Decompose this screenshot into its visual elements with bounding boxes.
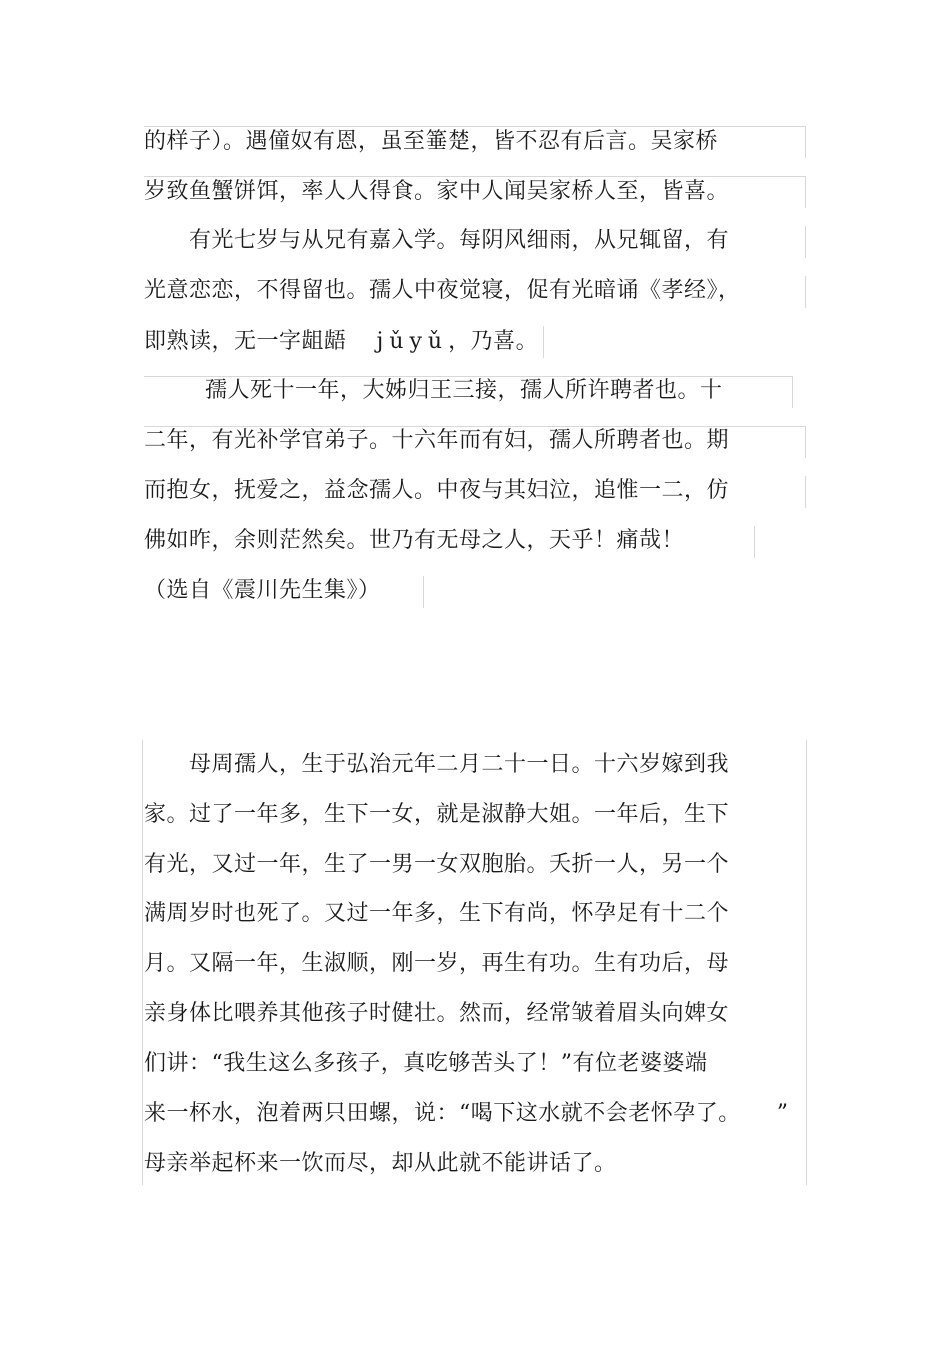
frame-rule [806, 740, 807, 1185]
classical-line: 岁致鱼蟹饼饵，率人人得食。家中人闻吴家桥人至，皆喜。 [144, 179, 730, 204]
classical-line: 佛如昨，余则茫然矣。世乃有无母之人，天乎！痛哉！ [144, 528, 685, 553]
translation-line-with-quote [144, 1099, 789, 1129]
frame-rule [805, 426, 806, 458]
frame-rule [805, 226, 806, 258]
frame-rule [805, 126, 806, 158]
frame-rule [754, 526, 755, 558]
translation-line: 们讲：“我生这么多孩子，真吃够苦头了！”有位老婆婆端 [144, 1051, 708, 1076]
translation-line: 有光，又过一年，生了一男一女双胞胎。夭折一人，另一个 [144, 852, 730, 877]
classical-line: 而抱女，抚爱之，益念孺人。中夜与其妇泣，追惟一二，仿 [144, 478, 730, 503]
classical-line-tail: ，乃喜。 [448, 329, 539, 354]
frame-rule [805, 276, 806, 308]
translation-line: 家。过了一年多，生下一女，就是淑静大姐。一年后，生下 [144, 802, 730, 827]
frame-rule [805, 176, 806, 208]
translation-line: 亲身体比喂养其他孩子时健壮。然而，经常皱着眉头向婢女 [144, 1001, 730, 1026]
translation-line: 满周岁时也死了。又过一年多，生下有尚，怀孕足有十二个 [144, 901, 730, 926]
translation-line: 母亲举起杯来一饮而尽，却从此就不能讲话了。 [144, 1151, 617, 1176]
classical-line: 孺人死十一年，大姊归王三接，孺人所许聘者也。十 [160, 378, 723, 403]
frame-rule [543, 326, 544, 358]
source-citation: （选自《震川先生集》） [144, 578, 381, 603]
translation-line: 月。又隔一年，生淑顺，刚一岁，再生有功。生有功后，母 [144, 951, 730, 976]
translation-line-text: 来一杯水，泡着两只田螺，说：“喝下这水就不会老怀孕了。 [144, 1101, 741, 1126]
frame-rule [805, 476, 806, 508]
classical-line: 光意恋恋，不得留也。孺人中夜觉寝，促有光暗诵《孝经》， [144, 278, 741, 303]
classical-line-with-pinyin [144, 327, 538, 357]
frame-rule [423, 576, 424, 608]
translation-line: 母周孺人，生于弘治元年二月二十一日。十六岁嫁到我 [144, 752, 730, 777]
classical-line-text: 即熟读，无一字龃龉 [144, 329, 347, 354]
classical-line: 的样子）。遇僮奴有恩，虽至箠楚，皆不忍有后言。吴家桥 [144, 129, 719, 154]
frame-rule [142, 740, 143, 1185]
classical-line: 有光七岁与从兄有嘉入学。每阴风细雨，从兄辄留，有 [144, 228, 730, 253]
closing-quote: ” [776, 1101, 789, 1126]
frame-rule [792, 376, 793, 408]
pinyin-annotation: jǔyǔ [376, 329, 449, 354]
classical-line: 二年，有光补学官弟子。十六年而有妇，孺人所聘者也。期 [144, 428, 730, 453]
